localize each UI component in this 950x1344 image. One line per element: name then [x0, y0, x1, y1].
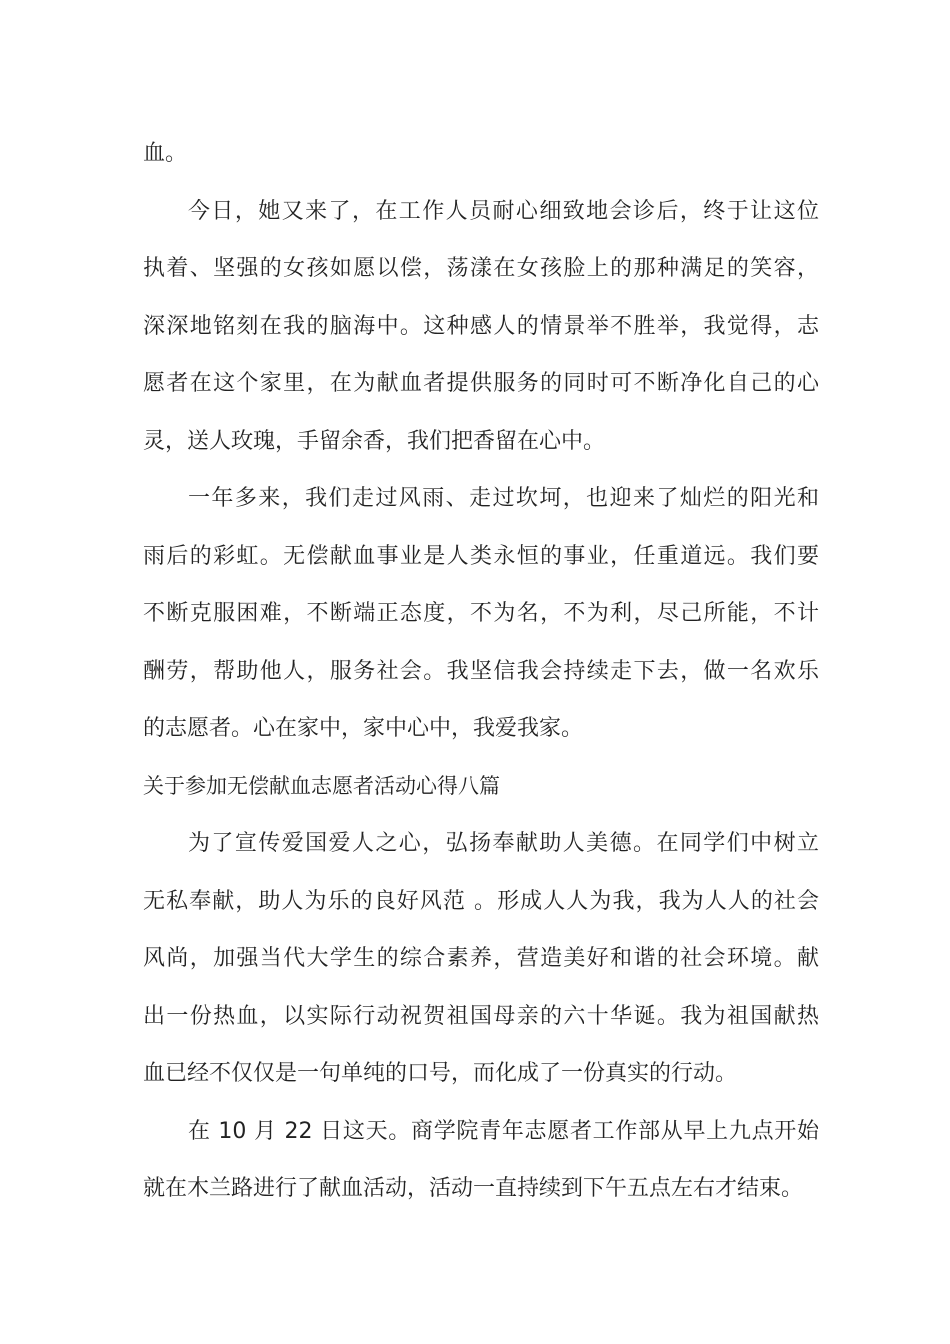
text-line: 愿者在这个家里，在为献血者提供服务的同时可不断净化自己的心 — [143, 371, 819, 396]
heading-text: 关于参加无偿献血志愿者活动心得八篇 — [143, 773, 500, 798]
text-line: 血。 — [143, 141, 188, 166]
paragraph — [143, 183, 819, 471]
text-line: 灵，送人玫瑰，手留余香，我们把香留在心中。 — [143, 428, 606, 454]
text-line: 执着、坚强的女孩如愿以偿，荡漾在女孩脸上的那种满足的笑容， — [143, 256, 819, 281]
paragraph-continuation — [143, 125, 819, 183]
text-line: 无私奉献，助人为乐的良好风范 。形成人人为我，我为人人的社会 — [143, 888, 819, 914]
text-line: 今日，她又来了，在工作人员耐心细致地会诊后，终于让这位 — [188, 198, 819, 224]
text-line: 血已经不仅仅是一句单纯的口号，而化成了一份真实的行动。 — [143, 1061, 738, 1086]
paragraph — [143, 1103, 819, 1218]
text-line: 深深地铭刻在我的脑海中。这种感人的情景举不胜举，我觉得，志 — [143, 313, 819, 339]
paragraph — [143, 815, 819, 1103]
text-line: 风尚，加强当代大学生的综合素养，营造美好和谐的社会环境。献 — [143, 946, 819, 971]
text-line: 酬劳，帮助他人，服务社会。我坚信我会持续走下去，做一名欢乐 — [143, 658, 819, 684]
text-line: 一年多来，我们走过风雨、走过坎坷，也迎来了灿烂的阳光和 — [188, 486, 819, 511]
text-line: 雨后的彩虹。无偿献血事业是人类永恒的事业，任重道远。我们要 — [143, 543, 819, 569]
paragraph — [143, 470, 819, 758]
text-line: 出一份热血，以实际行动祝贺祖国母亲的六十华诞。我为祖国献热 — [143, 1003, 819, 1029]
text-line: 为了宣传爱国爱人之心，弘扬奉献助人美德。在同学们中树立 — [188, 831, 819, 856]
text-line: 在 10 月 22 日这天。商学院青年志愿者工作部从早上九点开始 — [188, 1118, 819, 1144]
text-line: 不断克服困难，不断端正态度，不为名，不为利，尽己所能，不计 — [143, 601, 819, 626]
document-body — [143, 125, 819, 1218]
text-line: 就在木兰路进行了献血活动，活动一直持续到下午五点左右才结束。 — [143, 1176, 804, 1201]
text-line: 的志愿者。心在家中，家中心中，我爱我家。 — [143, 716, 584, 741]
section-heading — [143, 758, 819, 816]
